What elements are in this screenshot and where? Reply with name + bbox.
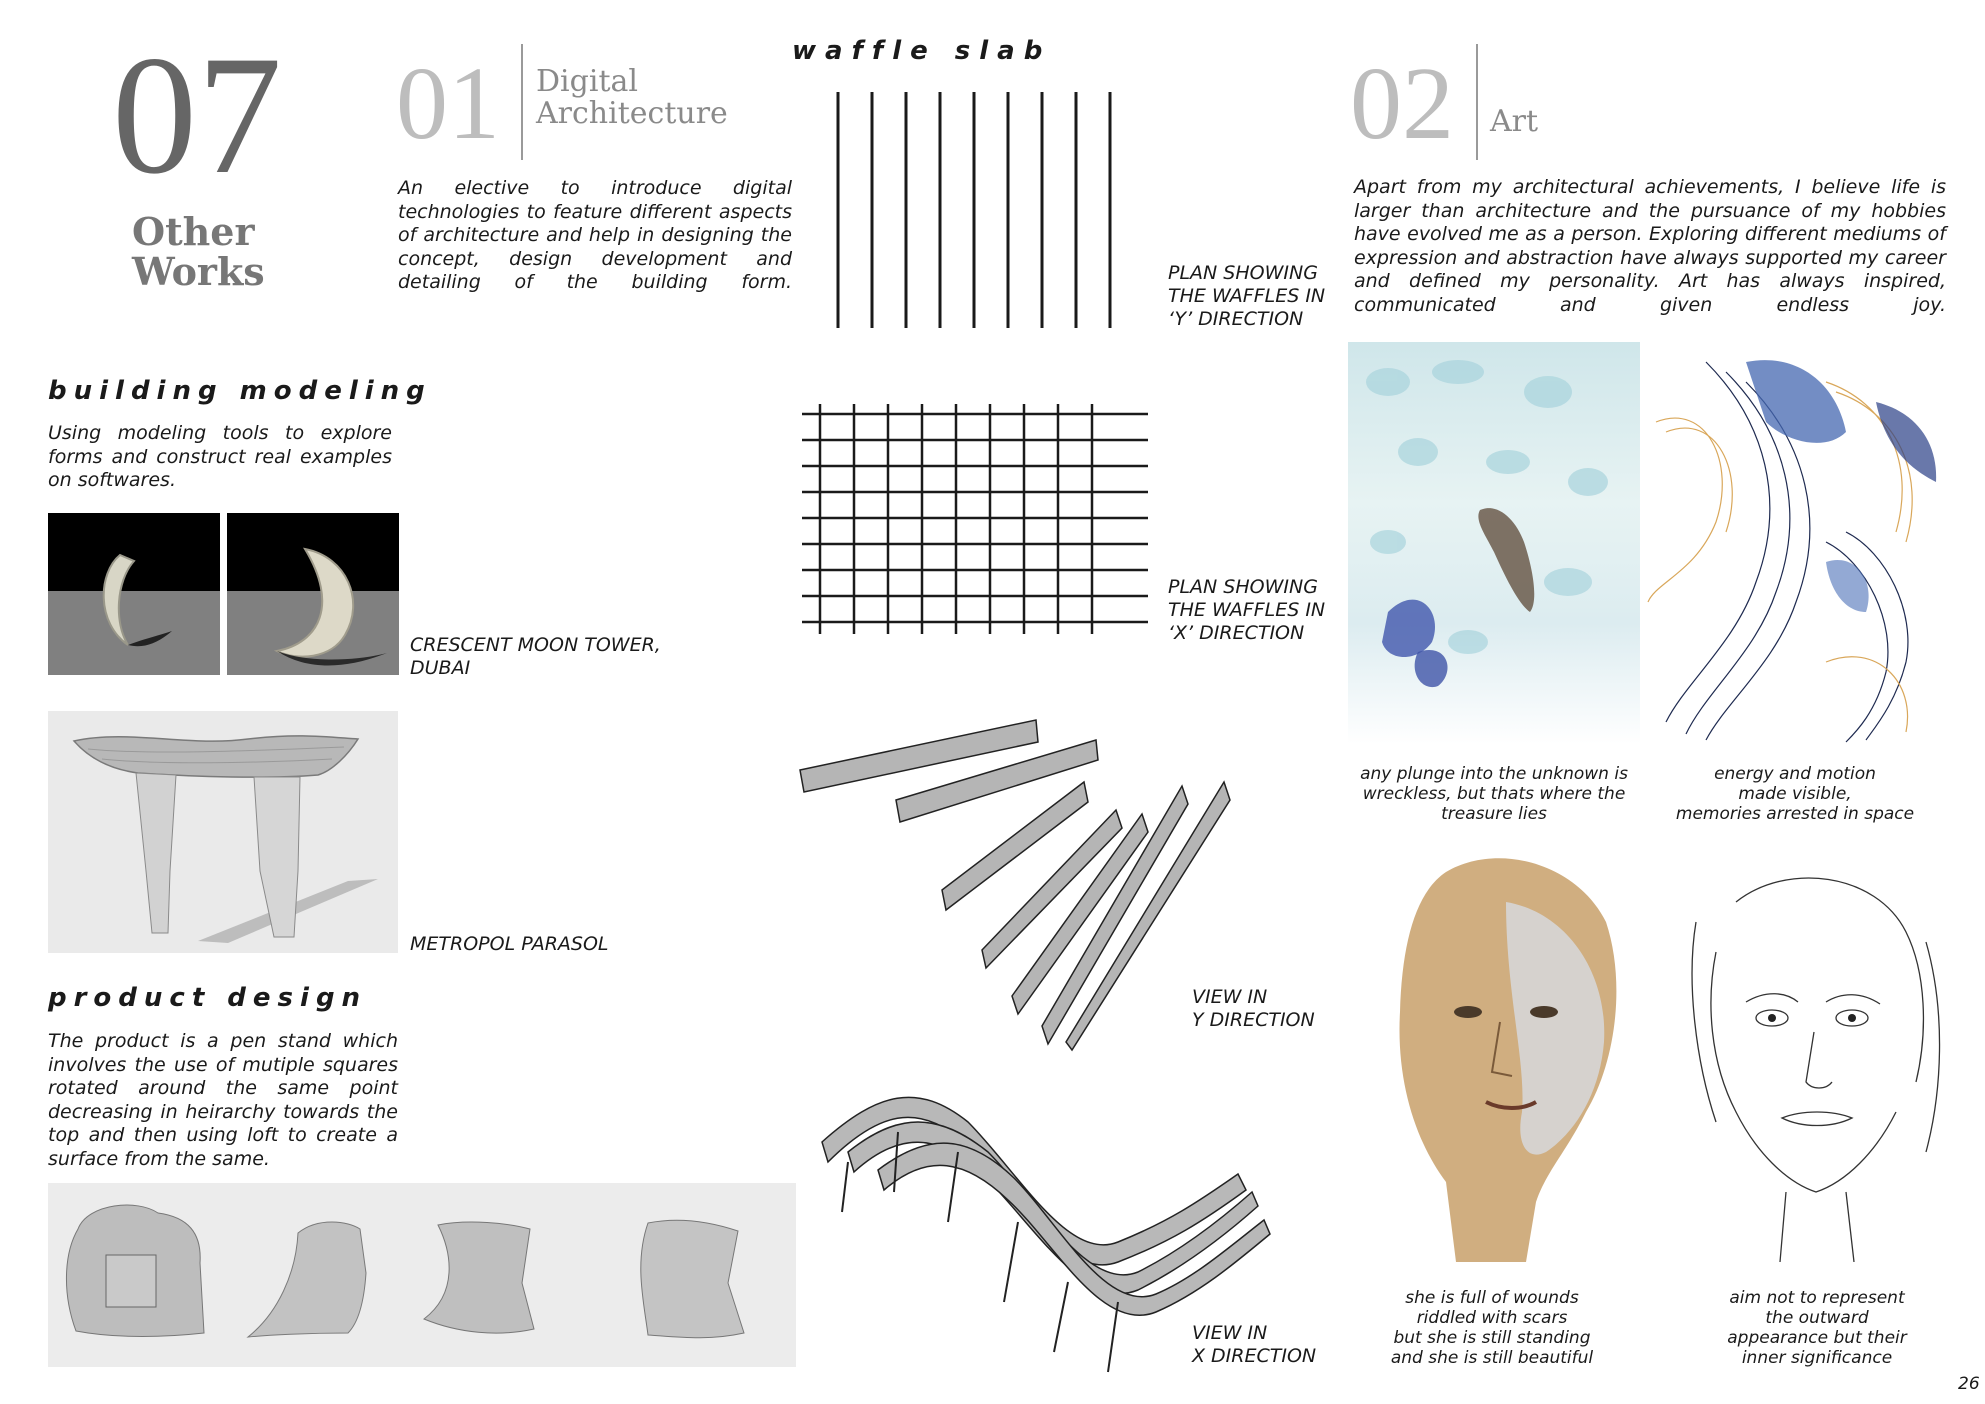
art-title: Art bbox=[1490, 104, 1539, 139]
view-x-caption-line2: X DIRECTION bbox=[1192, 1345, 1317, 1367]
artwork-abstract-lines bbox=[1646, 342, 1944, 744]
crescent-caption-line2: DUBAI bbox=[410, 657, 471, 679]
pen-stand-svg bbox=[48, 1183, 796, 1367]
plan-x-caption-line1: PLAN SHOWING bbox=[1168, 576, 1318, 598]
crescent-render-left bbox=[48, 513, 220, 675]
plan-x-caption-line3: ‘X’ DIRECTION bbox=[1168, 622, 1305, 644]
product-design-heading: product design bbox=[48, 983, 368, 1013]
digital-divider bbox=[521, 44, 523, 160]
art-caption-4-line1: aim not to represent bbox=[1729, 1288, 1905, 1308]
art-caption-3-line4: and she is still beautiful bbox=[1390, 1348, 1594, 1368]
art-caption-1-line2: wreckless, but thats where the bbox=[1362, 784, 1626, 804]
plan-y-caption bbox=[1168, 262, 1325, 331]
waffle-plan-y bbox=[830, 88, 1130, 338]
view-y-caption-line2: Y DIRECTION bbox=[1192, 1009, 1315, 1031]
art-description: Apart from my architectural achievements, I believe life is larger than architecture and the pursuance of my hobbies have evolved me as a person. Exploring different mediums of expression and abstraction have always supported my career and defined my personality. Art has always inspired, communicated and given endless joy. bbox=[1354, 176, 1946, 316]
view-y-caption bbox=[1192, 986, 1315, 1032]
building-modeling-heading: building modeling bbox=[48, 376, 432, 406]
art-caption-2-line3: memories arrested in space bbox=[1675, 804, 1915, 824]
metropol-caption: METROPOL PARASOL bbox=[410, 933, 609, 955]
artwork-pencil-sketch bbox=[1676, 862, 1952, 1262]
plan-y-caption-line2: THE WAFFLES IN bbox=[1168, 285, 1326, 307]
art-caption-1 bbox=[1348, 764, 1640, 824]
crescent-caption bbox=[410, 634, 661, 680]
view-x-caption bbox=[1192, 1322, 1316, 1368]
metropol-render bbox=[48, 711, 398, 953]
digital-number: 01 bbox=[396, 46, 500, 161]
artwork-gold-portrait bbox=[1376, 842, 1634, 1262]
view-x-caption-line1: VIEW IN bbox=[1192, 1322, 1268, 1344]
digital-title-line2: Architecture bbox=[536, 95, 728, 131]
waffle-view-y bbox=[796, 710, 1256, 1050]
plan-x-caption bbox=[1168, 576, 1325, 645]
crescent-caption-line1: CRESCENT MOON TOWER, bbox=[410, 634, 661, 656]
art-caption-2-line1: energy and motion bbox=[1714, 764, 1876, 784]
section-title-line1: Other bbox=[132, 209, 255, 254]
art-caption-3 bbox=[1376, 1288, 1608, 1368]
page-number: 26 bbox=[1958, 1374, 1980, 1394]
plan-y-caption-line1: PLAN SHOWING bbox=[1168, 262, 1318, 284]
art-caption-4 bbox=[1686, 1288, 1948, 1368]
artwork-swimmer bbox=[1348, 342, 1640, 744]
art-caption-3-line1: she is full of wounds bbox=[1405, 1288, 1579, 1308]
crescent-render-right bbox=[227, 513, 399, 675]
art-caption-4-line4: inner significance bbox=[1741, 1348, 1893, 1368]
pen-stand-renders bbox=[48, 1183, 796, 1367]
section-title bbox=[132, 209, 265, 294]
art-caption-3-line2: riddled with scars bbox=[1416, 1308, 1568, 1328]
section-number: 07 bbox=[112, 21, 282, 209]
art-caption-1-line3: treasure lies bbox=[1441, 804, 1547, 824]
digital-title bbox=[536, 66, 728, 129]
art-caption-2-line2: made visible, bbox=[1738, 784, 1852, 804]
art-caption-4-line2: the outward bbox=[1765, 1308, 1869, 1328]
art-divider bbox=[1476, 44, 1478, 160]
art-caption-1-line1: any plunge into the unknown is bbox=[1360, 764, 1628, 784]
art-caption-4-line3: appearance but their bbox=[1727, 1328, 1907, 1348]
section-title-line2: Works bbox=[132, 249, 265, 294]
art-number: 02 bbox=[1350, 46, 1454, 161]
waffle-plan-x bbox=[802, 404, 1162, 644]
view-y-caption-line1: VIEW IN bbox=[1192, 986, 1268, 1008]
building-modeling-description: Using modeling tools to explore forms and construct real examples on softwares. bbox=[48, 422, 392, 491]
plan-x-caption-line2: THE WAFFLES IN bbox=[1168, 599, 1326, 621]
waffle-heading: waffle slab bbox=[792, 36, 1052, 66]
digital-title-line1: Digital bbox=[536, 64, 638, 99]
art-caption-3-line3: but she is still standing bbox=[1393, 1328, 1591, 1348]
art-caption-2 bbox=[1646, 764, 1944, 824]
digital-description: An elective to introduce digital technologies to feature different aspects of architecture and help in designing the concept, design development and detailing of the building form. bbox=[398, 177, 792, 293]
plan-y-caption-line3: ‘Y’ DIRECTION bbox=[1168, 308, 1304, 330]
product-design-description: The product is a pen stand which involves the use of mutiple squares rotated around the same point decreasing in heirarchy towards the top and then using loft to create a surface from the same. bbox=[48, 1030, 398, 1170]
